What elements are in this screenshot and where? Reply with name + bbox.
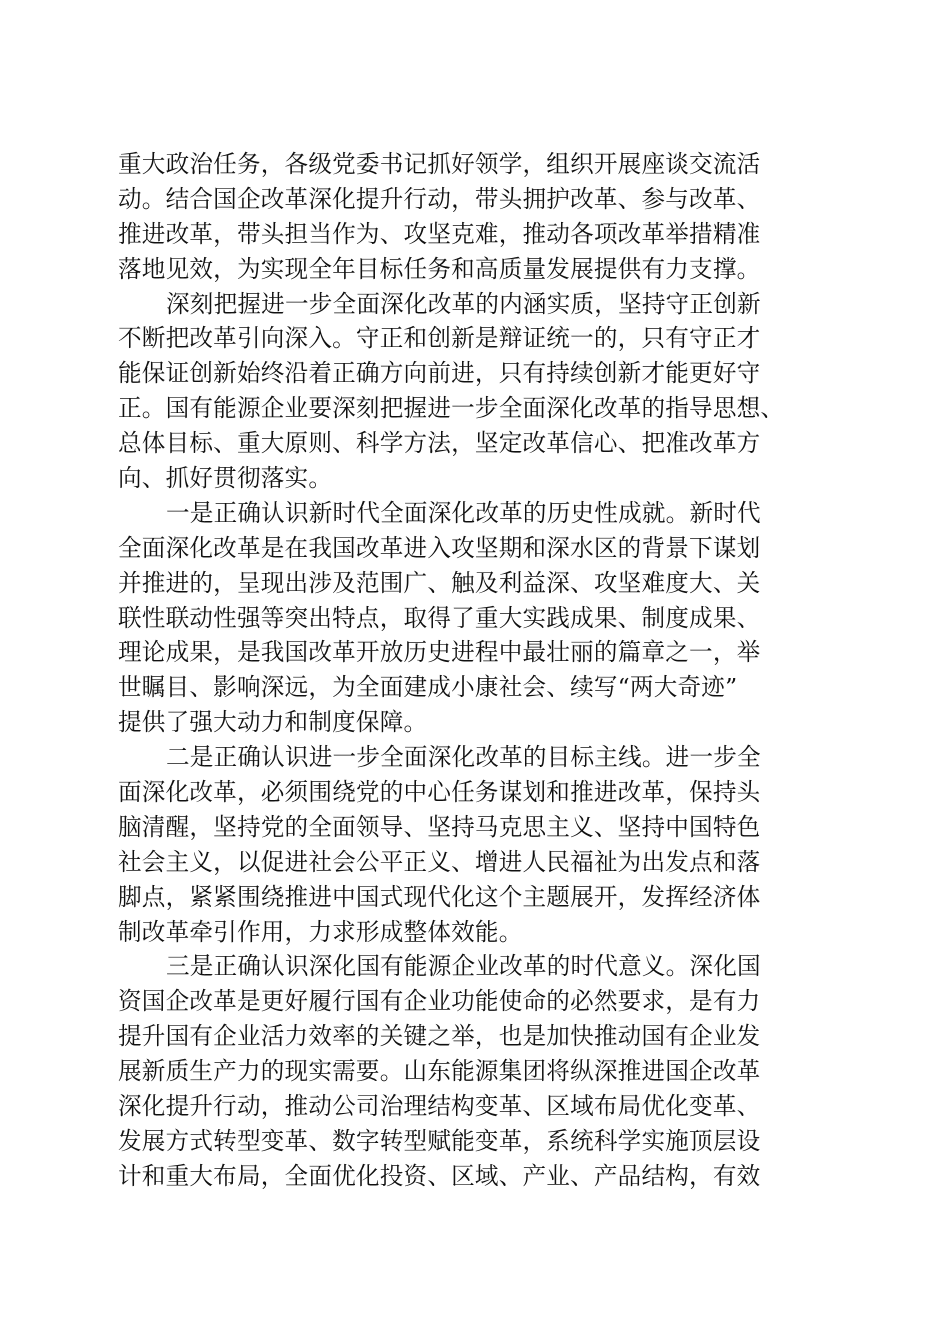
text-line: 理论成果，是我国改革开放历史进程中最壮丽的篇章之一，举 [118, 638, 761, 667]
text-line: 世瞩目、影响深远，为全面建成小康社会、续写“两大奇迹” [118, 673, 738, 702]
paragraph [118, 287, 830, 496]
text-line: 资国企改革是更好履行国有企业功能使命的必然要求，是有力 [118, 987, 761, 1016]
text-line: 向、抓好贯彻落实。 [118, 464, 333, 493]
paragraph [118, 949, 830, 1193]
text-line: 不断把改革引向深入。守正和创新是辩证统一的，只有守正才 [118, 324, 761, 353]
text-line: 并推进的，呈现出涉及范围广、触及利益深、攻坚难度大、关 [118, 568, 761, 597]
text-line: 深刻把握进一步全面深化改革的内涵实质，坚持守正创新 [166, 289, 761, 318]
text-line: 全面深化改革是在我国改革进入攻坚期和深水区的背景下谋划 [118, 533, 761, 562]
text-line: 推进改革，带头担当作为、攻坚克难，推动各项改革举措精准 [118, 219, 761, 248]
text-line: 社会主义，以促进社会公平正义、增进人民福祉为出发点和落 [118, 847, 761, 876]
text-line: 总体目标、重大原则、科学方法，坚定改革信心、把准改革方 [118, 429, 761, 458]
text-line: 一是正确认识新时代全面深化改革的历史性成就。新时代 [166, 498, 761, 527]
text-line: 发展方式转型变革、数字转型赋能变革，系统科学实施顶层设 [118, 1126, 761, 1155]
text-line: 深化提升行动，推动公司治理结构变革、区域布局优化变革、 [118, 1092, 761, 1121]
text-line: 提供了强大动力和制度保障。 [118, 708, 428, 737]
paragraph [118, 496, 830, 740]
text-line: 动。结合国企改革深化提升行动，带头拥护改革、参与改革、 [118, 184, 761, 213]
text-line: 三是正确认识深化国有能源企业改革的时代意义。深化国 [166, 952, 761, 981]
text-line: 联性联动性强等突出特点，取得了重大实践成果、制度成果、 [118, 603, 761, 632]
text-line: 二是正确认识进一步全面深化改革的目标主线。进一步全 [166, 743, 761, 772]
paragraph [118, 740, 830, 949]
text-line: 正。国有能源企业要深刻把握进一步全面深化改革的指导思想、 [118, 394, 785, 423]
text-line: 重大政治任务，各级党委书记抓好领学，组织开展座谈交流活 [118, 150, 761, 178]
text-line: 脚点，紧紧围绕推进中国式现代化这个主题展开，发挥经济体 [118, 882, 761, 911]
text-line: 落地见效，为实现全年目标任务和高质量发展提供有力支撑。 [118, 254, 761, 283]
text-line: 展新质生产力的现实需要。山东能源集团将纵深推进国企改革 [118, 1057, 761, 1086]
text-line: 脑清醒，坚持党的全面领导、坚持马克思主义、坚持中国特色 [118, 812, 761, 841]
paragraph [118, 147, 830, 287]
text-line: 计和重大布局，全面优化投资、区域、产业、产品结构，有效 [118, 1161, 761, 1190]
document-body [118, 147, 830, 1194]
text-line: 能保证创新始终沿着正确方向前进，只有持续创新才能更好守 [118, 359, 761, 388]
text-line: 面深化改革，必须围绕党的中心任务谋划和推进改革，保持头 [118, 778, 761, 807]
text-line: 提升国有企业活力效率的关键之举，也是加快推动国有企业发 [118, 1022, 761, 1051]
text-line: 制改革牵引作用，力求形成整体效能。 [118, 917, 523, 946]
